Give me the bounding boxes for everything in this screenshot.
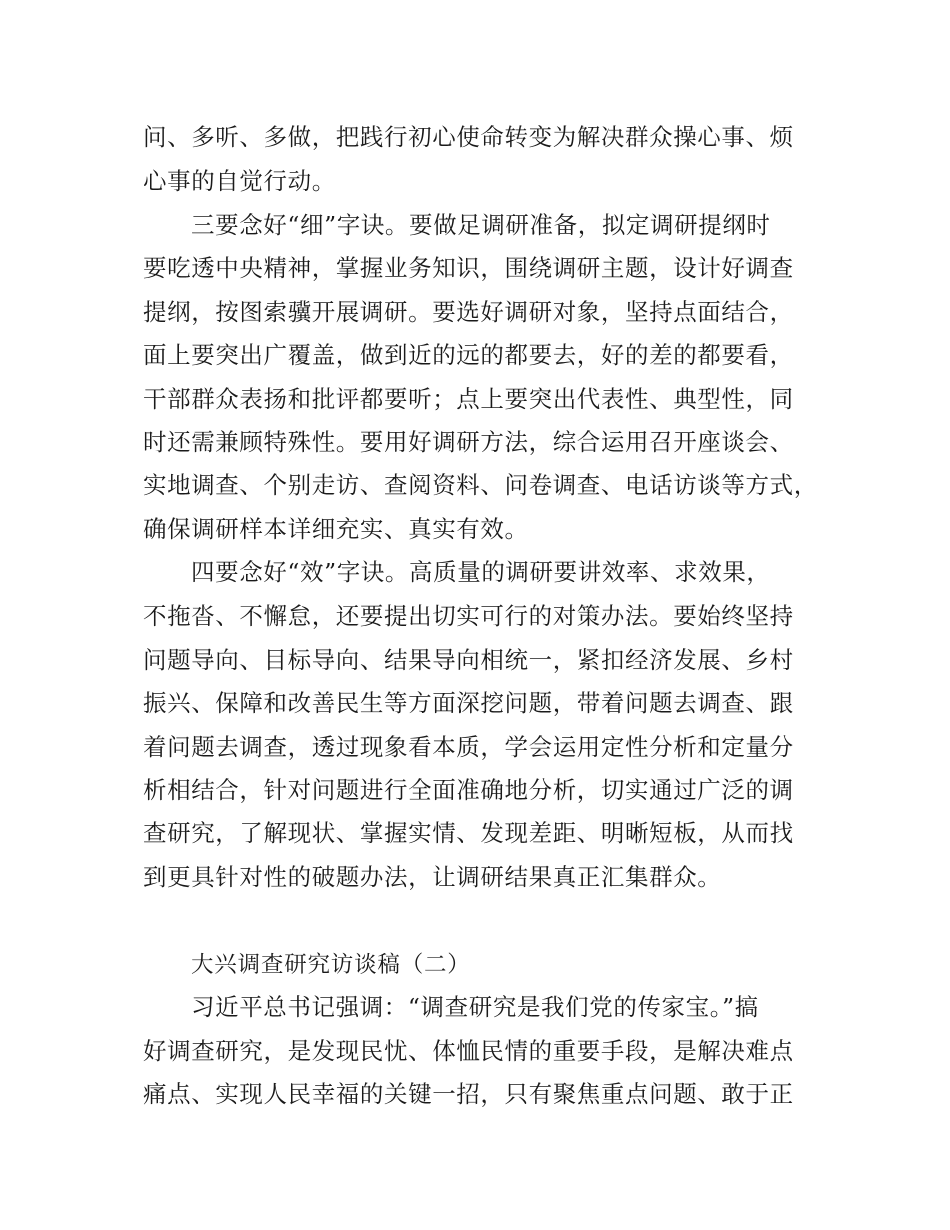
text-line: 痛点、实现人民幸福的关键一招，只有聚焦重点问题、敢于正 xyxy=(143,1080,794,1108)
text-line: 问题导向、目标导向、结果导向相统一，紧扣经济发展、乡村 xyxy=(143,646,794,674)
text-line: 不拖沓、不懈怠，还要提出切实可行的对策办法。要始终坚持 xyxy=(143,602,794,630)
text-line: 确保调研样本详细充实、真实有效。 xyxy=(143,515,529,543)
text-line: 心事的自觉行动。 xyxy=(143,167,336,195)
text-line: 干部群众表扬和批评都要听；点上要突出代表性、典型性，同 xyxy=(143,385,794,413)
paragraph-start: 三要念好“细”字诀。要做足调研准备，拟定调研提纲时 xyxy=(191,211,771,239)
text-line: 时还需兼顾特殊性。要用好调研方法，综合运用召开座谈会、 xyxy=(143,428,794,456)
text-line: 振兴、保障和改善民生等方面深挖问题，带着问题去调查、跟 xyxy=(143,689,794,717)
text-line: 查研究，了解现状、掌握实情、发现差距、明晰短板，从而找 xyxy=(143,819,794,847)
text-line: 要吃透中央精神，掌握业务知识，围绕调研主题，设计好调查 xyxy=(143,254,794,282)
text-line: 好调查研究，是发现民忧、体恤民情的重要手段，是解决难点 xyxy=(143,1037,794,1065)
text-line: 提纲，按图索骥开展调研。要选好调研对象，坚持点面结合， xyxy=(143,298,794,326)
text-line: 到更具针对性的破题办法，让调研结果真正汇集群众。 xyxy=(143,863,722,891)
text-line: 着问题去调查，透过现象看本质，学会运用定性分析和定量分 xyxy=(143,733,794,761)
section-title: 大兴调查研究访谈稿（二） xyxy=(191,952,471,978)
paragraph-start: 习近平总书记强调：“调查研究是我们党的传家宝。”搞 xyxy=(191,993,759,1021)
text-line: 析相结合，针对问题进行全面准确地分析，切实通过广泛的调 xyxy=(143,776,794,804)
paragraph-start: 四要念好“效”字诀。高质量的调研要讲效率、求效果， xyxy=(191,558,771,586)
text-line: 面上要突出广覆盖，做到近的远的都要去，好的差的都要看， xyxy=(143,341,794,369)
text-line: 问、多听、多做，把践行初心使命转变为解决群众操心事、烦 xyxy=(143,123,794,151)
text-line: 实地调查、个别走访、查阅资料、问卷调查、电话访谈等方式， xyxy=(143,471,818,499)
